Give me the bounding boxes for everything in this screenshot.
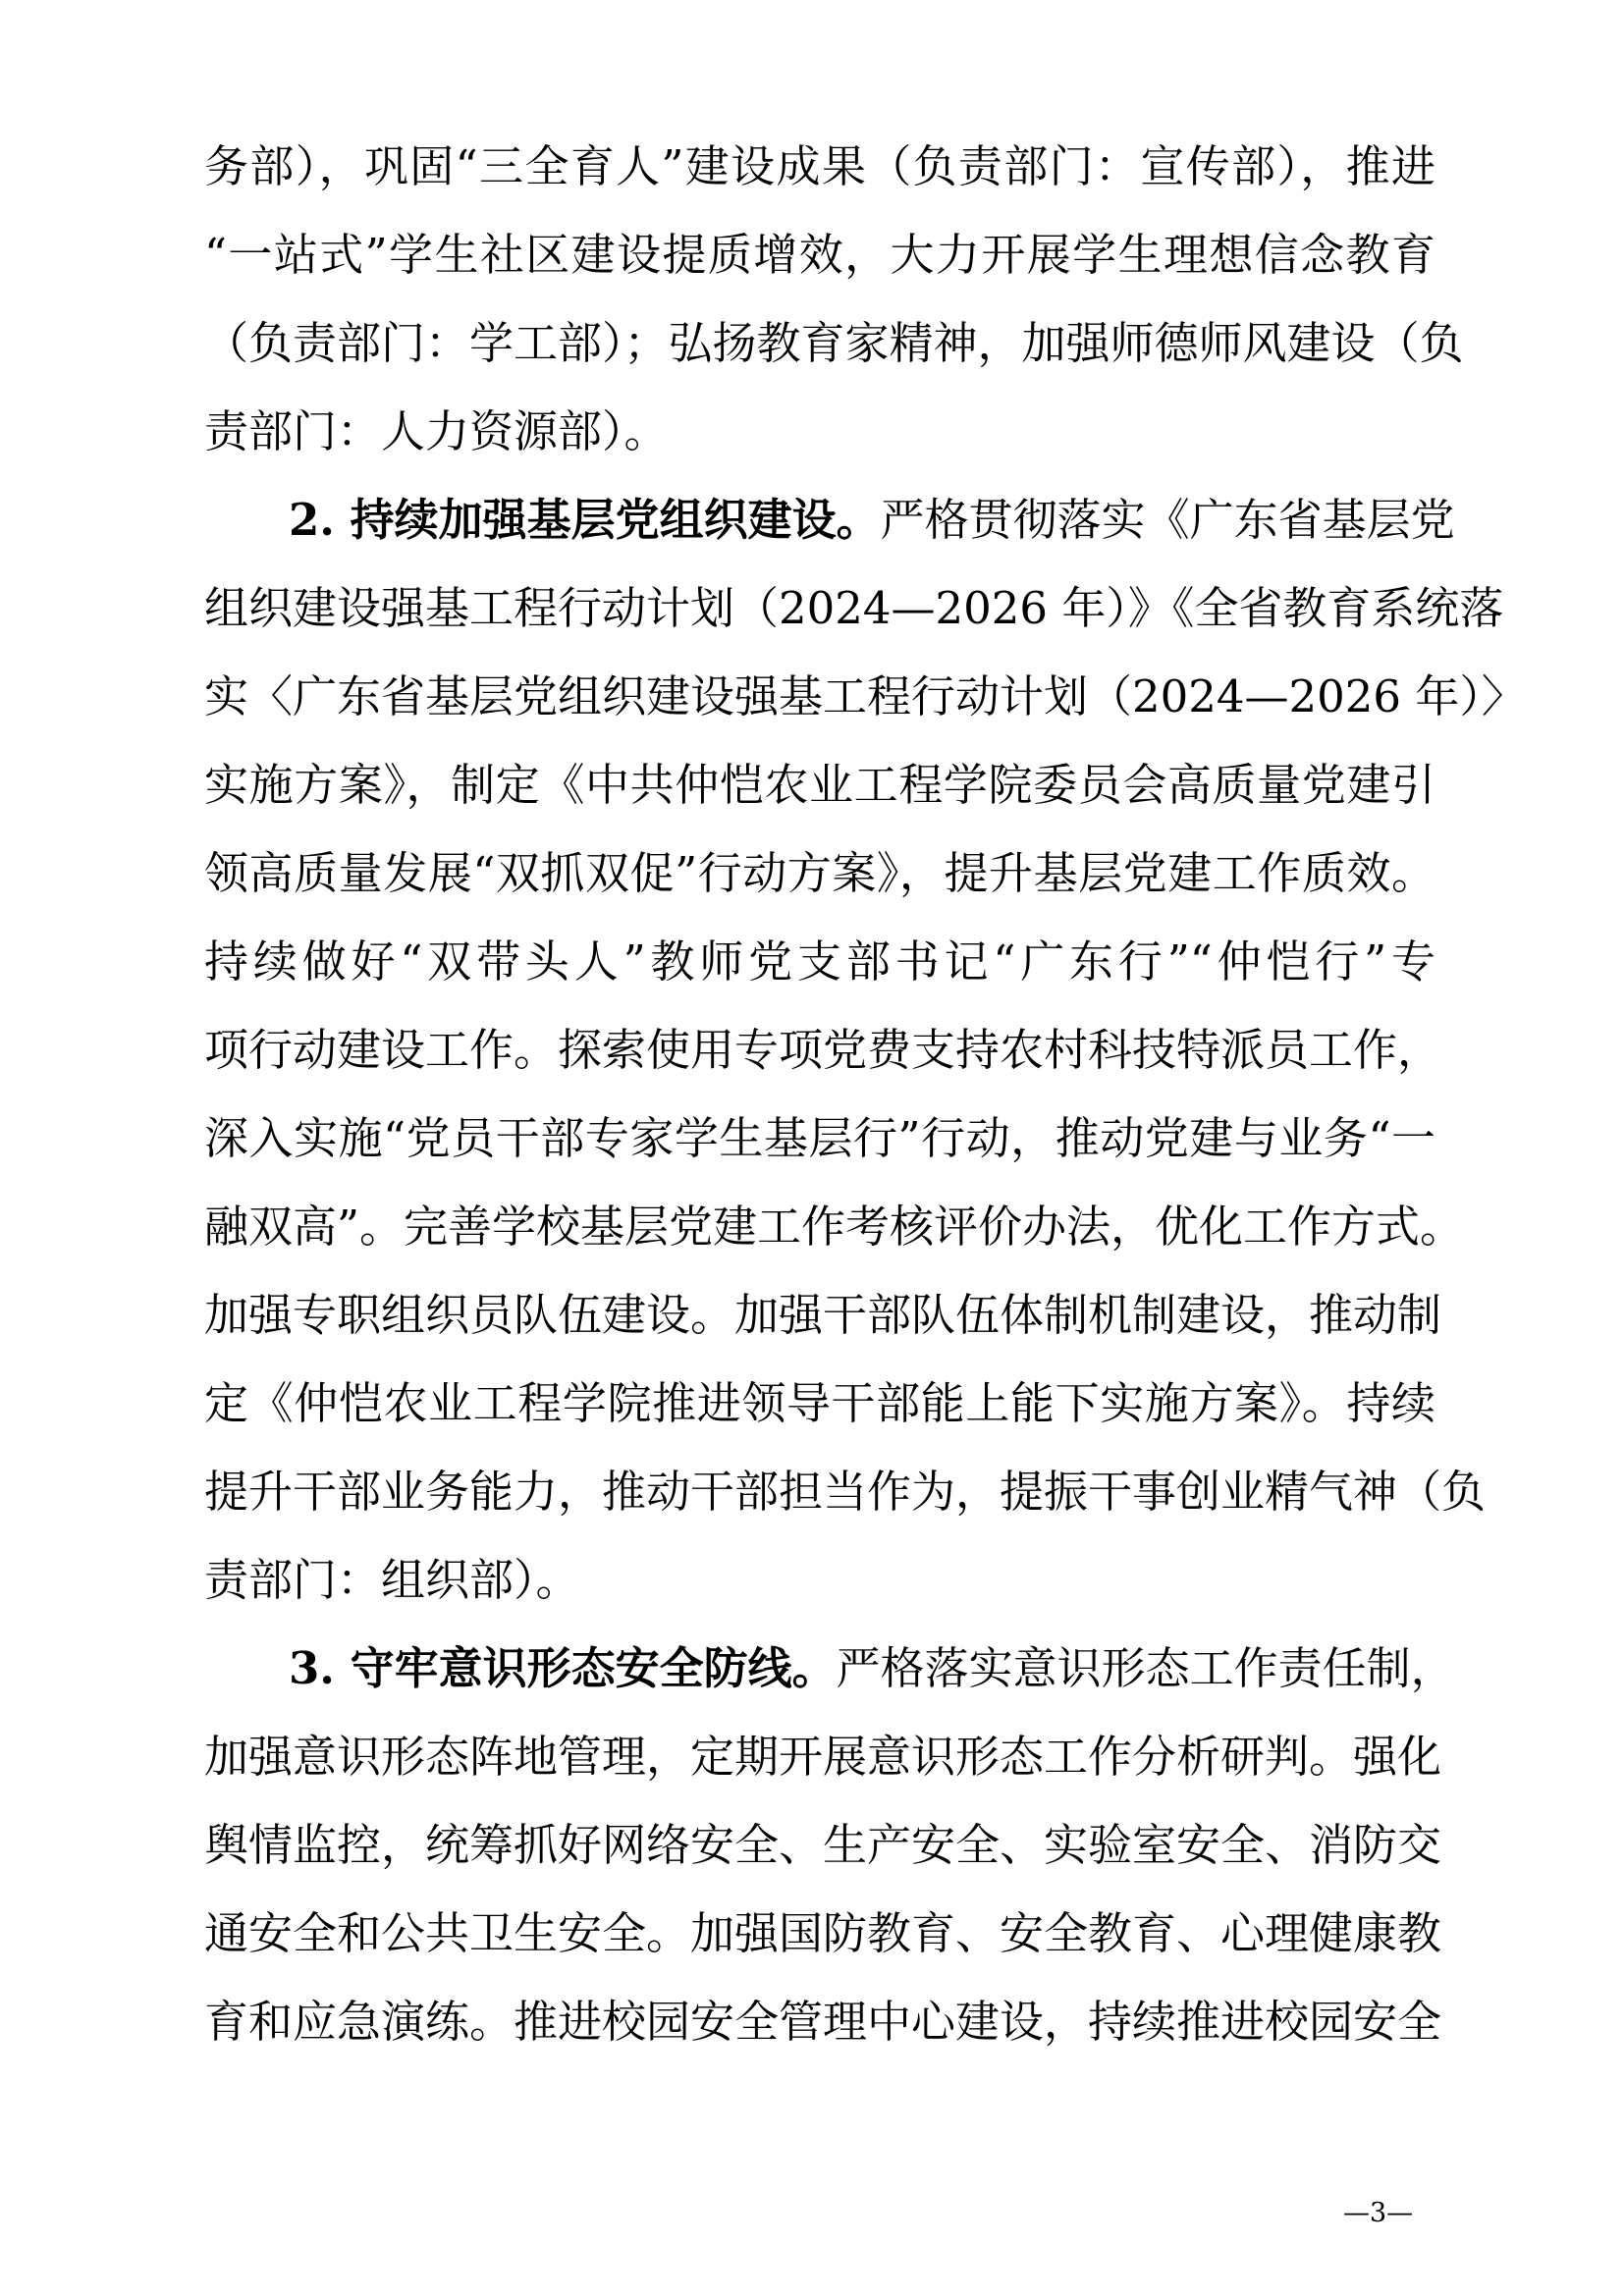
text-line: 融双高”。完善学校基层党建工作考核评价办法，优化工作方式。	[204, 1201, 1465, 1253]
text-line: 领高质量发展“双抓双促”行动方案》，提升基层党建工作质效。	[204, 847, 1435, 899]
text-line: （负责部门：学工部）；弘扬教育家精神，加强师德师风建设（负	[204, 317, 1464, 369]
text-line: 加强意识形态阵地管理，定期开展意识形态工作分析研判。强化	[204, 1731, 1442, 1783]
text-line: 实施方案》，制定《中共仲恺农业工程学院委员会高质量党建引	[204, 759, 1435, 811]
text-span: 严格贯彻落实《广东省基层党	[880, 494, 1455, 546]
text-line: 通安全和公共卫生安全。加强国防教育、安全教育、心理健康教	[204, 1907, 1442, 1959]
text-line: 持续做好“双带头人”教师党支部书记“广东行”“仲恺行”专	[204, 935, 1435, 988]
text-line: 加强专职组织员队伍建设。加强干部队伍体制机制建设，推动制	[204, 1289, 1442, 1341]
text-line: “一站式”学生社区建设提质增效，大力开展学生理想信念教育	[204, 229, 1435, 281]
text-line: 务部），巩固“三全育人”建设成果（负责部门：宣传部），推进	[204, 140, 1435, 192]
text-line: 定《仲恺农业工程学院推进领导干部能上能下实施方案》。持续	[204, 1377, 1435, 1429]
paragraph-first-line	[289, 491, 1455, 550]
text-line: 育和应急演练。推进校园安全管理中心建设，持续推进校园安全	[204, 1996, 1442, 2048]
section-heading: 2. 持续加强基层党组织建设。	[289, 494, 881, 546]
text-line: 实〈广东省基层党组织建设强基工程行动计划（2024—2026 年）〉	[204, 670, 1526, 722]
text-span: 严格落实意识形态工作责任制，	[836, 1642, 1455, 1694]
text-line: 舆情监控，统筹抓好网络安全、生产安全、实验室安全、消防交	[204, 1819, 1442, 1871]
text-line: 责部门：人力资源部）。	[204, 405, 669, 457]
paragraph-first-line	[289, 1639, 1455, 1698]
page-number: —3—	[1343, 2198, 1414, 2228]
section-heading: 3. 守牢意识形态安全防线。	[289, 1642, 837, 1694]
text-line: 项行动建设工作。探索使用专项党费支持农村科技特派员工作，	[204, 1024, 1442, 1076]
text-line: 组织建设强基工程行动计划（2024—2026 年）》《全省教育系统落	[204, 582, 1504, 634]
text-line: 责部门：组织部）。	[204, 1554, 580, 1606]
text-line: 深入实施“党员干部专家学生基层行”行动，推动党建与业务“一	[204, 1112, 1435, 1164]
text-line: 提升干部业务能力，推动干部担当作为，提振干事创业精气神（负	[204, 1466, 1487, 1518]
